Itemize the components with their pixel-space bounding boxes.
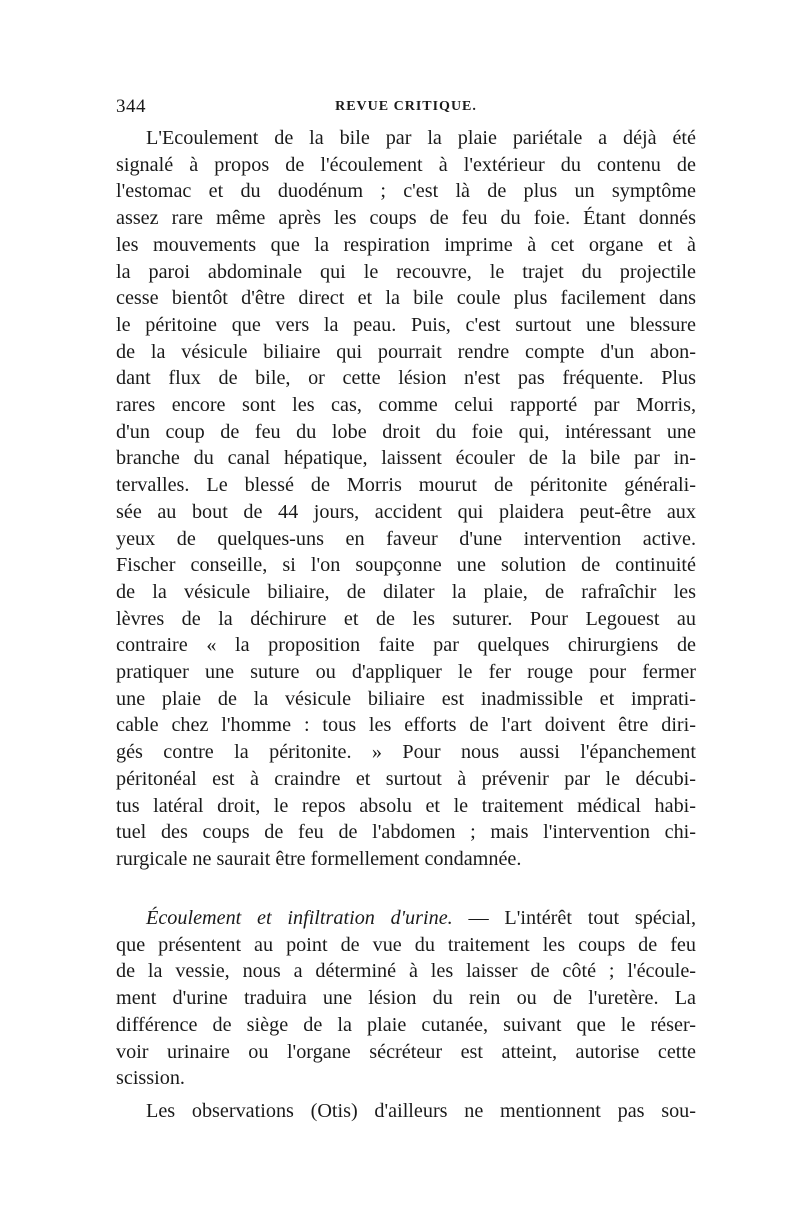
text-line: péritonéal est à craindre et surtout à prévenir par le décubi-	[116, 767, 696, 790]
text-line: L'Ecoulement de la bile par la plaie pariétale a déjà été	[146, 127, 696, 149]
text-line: rares encore sont les cas, comme celui rapporté par Morris,	[116, 394, 696, 417]
text-line: pratiquer une suture ou d'appliquer le fer rouge pour fermer	[116, 661, 696, 684]
text-line: cable chez l'homme : tous les efforts de l'art doivent être diri-	[116, 714, 696, 737]
text-line: scission.	[116, 1067, 185, 1090]
text-line: sée au bout de 44 jours, accident qui plaidera peut-être aux	[116, 500, 696, 523]
text-line: l'estomac et du duodénum ; c'est là de plus un symptôme	[116, 180, 696, 203]
page-number: 344	[116, 96, 146, 117]
text-line: Fischer conseille, si l'on soupçonne une solution de continuité	[116, 554, 696, 577]
text-line: les mouvements que la respiration imprime à cet organe et à	[116, 233, 696, 256]
running-head	[116, 96, 696, 120]
text-line: tus latéral droit, le repos absolu et le traitement médical habi-	[116, 794, 696, 817]
text-line: une plaie de la vésicule biliaire est inadmissible et imprati-	[116, 687, 696, 710]
text-line: de la vésicule biliaire qui pourrait rendre compte d'un abon-	[116, 340, 696, 363]
paragraph-bile-flow	[116, 125, 696, 873]
text-line: différence de siège de la plaie cutanée, suivant que le réser-	[116, 1013, 696, 1036]
running-title: REVUE CRITIQUE.	[335, 99, 477, 114]
text-line: yeux de quelques-uns en faveur d'une intervention active.	[116, 527, 696, 550]
text-line: lèvres de la déchirure et de les suturer. Pour Legouest au	[116, 607, 696, 630]
section-heading-line	[116, 905, 696, 932]
text-line: d'un coup de feu du lobe droit du foie qui, intéressant une	[116, 420, 696, 443]
text-line: rurgicale ne saurait être formellement condamnée.	[116, 847, 522, 870]
paragraph-urine-flow	[116, 905, 696, 1092]
text-line: le péritoine que vers la peau. Puis, c'est surtout une blessure	[116, 313, 696, 336]
text-line: signalé à propos de l'écoulement à l'extérieur du contenu de	[116, 153, 696, 176]
text-line: voir urinaire ou l'organe sécréteur est atteint, autorise cette	[116, 1040, 696, 1063]
text-line: contraire « la proposition faite par quelques chirurgiens de	[116, 634, 696, 657]
text-line: tuel des coups de feu de l'abdomen ; mais l'intervention chi-	[116, 821, 696, 844]
text-line: de la vésicule biliaire, de dilater la plaie, de rafraîchir les	[116, 580, 696, 603]
text-line: tervalles. Le blessé de Morris mourut de péritonite générali-	[116, 474, 696, 497]
text-line: — L'intérêt tout spécial,	[452, 907, 696, 929]
text-line: la paroi abdominale qui le recouvre, le trajet du projectile	[116, 260, 696, 283]
text-line: ment d'urine traduira une lésion du rein ou de l'uretère. La	[116, 987, 696, 1010]
text-line: Les observations (Otis) d'ailleurs ne mentionnent pas sou-	[146, 1100, 696, 1122]
text-line: dant flux de bile, or cette lésion n'est pas fréquente. Plus	[116, 367, 696, 390]
text-line: cesse bientôt d'être direct et la bile coule plus facilement dans	[116, 287, 696, 310]
text-line: gés contre la péritonite. » Pour nous aussi l'épanchement	[116, 741, 696, 764]
paragraph-observations	[116, 1098, 696, 1125]
section-heading: Écoulement et infiltration d'urine.	[146, 907, 453, 929]
text-line: que présentent au point de vue du traitement les coups de feu	[116, 933, 696, 956]
text-line: assez rare même après les coups de feu du foie. Étant donnés	[116, 207, 696, 230]
text-line: de la vessie, nous a déterminé à les laisser de côté ; l'écoule-	[116, 960, 696, 983]
text-line: branche du canal hépatique, laissent écouler de la bile par in-	[116, 447, 696, 470]
